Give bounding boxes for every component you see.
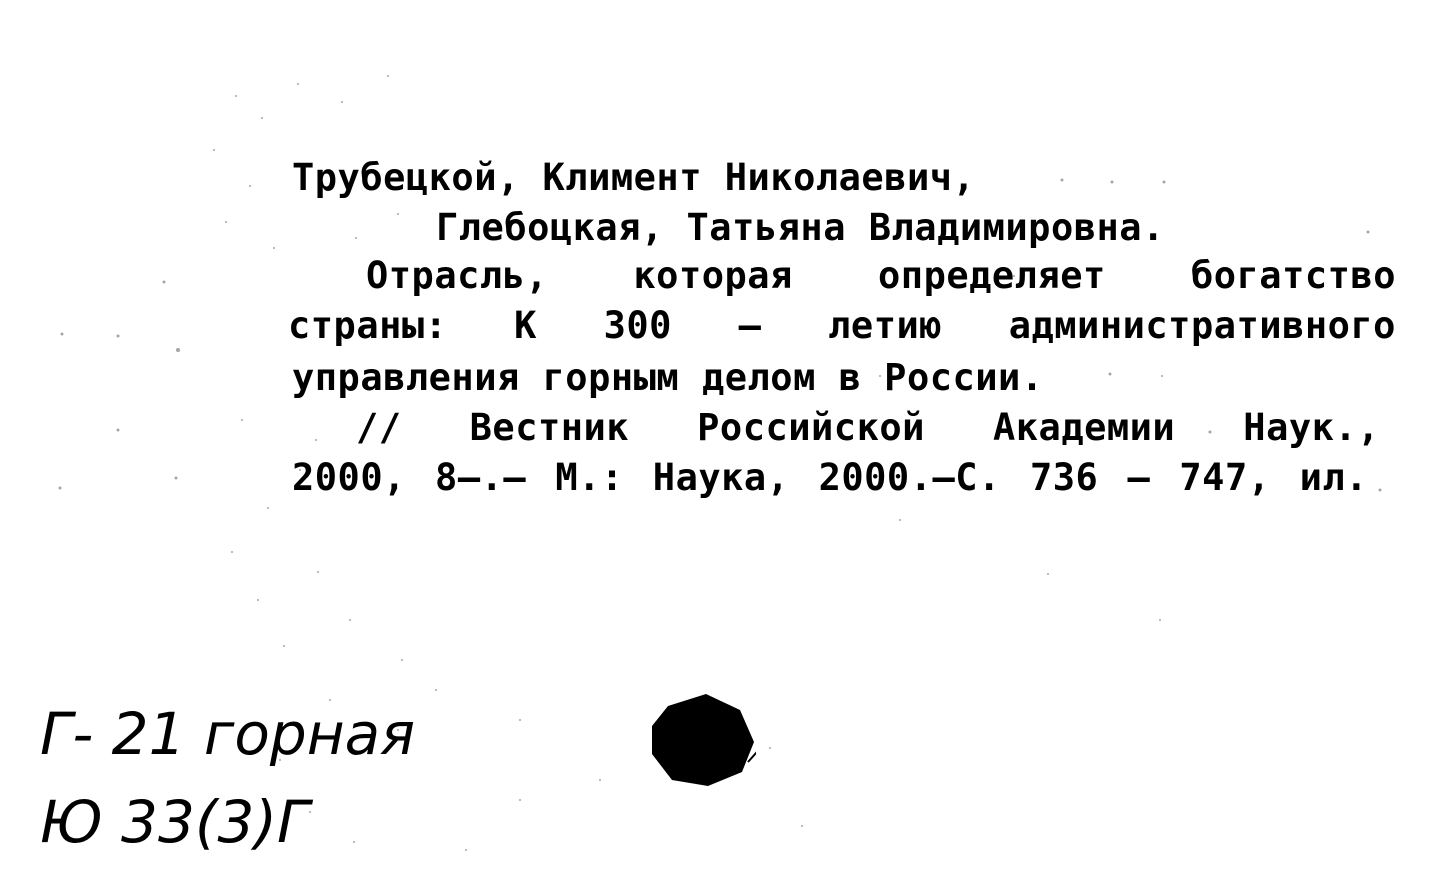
title-word: Отрасль,: [366, 254, 549, 297]
source-word: М.:: [555, 456, 624, 499]
source-line-2: [292, 456, 1368, 500]
source-word: 747,: [1179, 456, 1271, 499]
title-word: административного: [1008, 304, 1396, 347]
title-line-1: [366, 254, 1396, 298]
source-word: 736: [1029, 456, 1099, 499]
source-word: Российской: [697, 406, 925, 449]
source-word: Вестник: [469, 406, 630, 449]
source-word: Академии: [993, 406, 1176, 449]
source-line-1: [356, 406, 1380, 450]
title-word: богатство: [1190, 254, 1396, 297]
source-word: 2000.–С.: [818, 456, 1001, 499]
source-word: Наук.,: [1243, 406, 1380, 449]
title-word: которая: [633, 254, 793, 297]
punch-hole-icon: [648, 692, 756, 788]
title-word: К: [514, 304, 537, 347]
handwritten-classification: Г- 21 горная: [40, 700, 416, 768]
title-word: страны:: [288, 304, 448, 347]
source-word: ил.: [1299, 456, 1368, 499]
title-word: 300: [603, 304, 672, 347]
handwritten-shelf-mark: Ю 33(3)Г: [40, 788, 310, 856]
source-word: 8–.–: [435, 456, 527, 499]
title-word: летию: [828, 304, 943, 347]
title-word: –: [738, 304, 762, 347]
source-word: Наука,: [652, 456, 790, 499]
title-word: определяет: [878, 254, 1106, 297]
title-line-3: управления горным делом в России.: [292, 356, 1044, 399]
source-word: //: [356, 406, 402, 449]
source-word: 2000,: [292, 456, 406, 499]
coauthor-line: Глебоцкая, Татьяна Владимировна.: [436, 206, 1165, 249]
source-word: –: [1127, 456, 1151, 499]
author-line: Трубецкой, Климент Николаевич,: [292, 156, 976, 199]
title-line-2: [288, 304, 1396, 348]
